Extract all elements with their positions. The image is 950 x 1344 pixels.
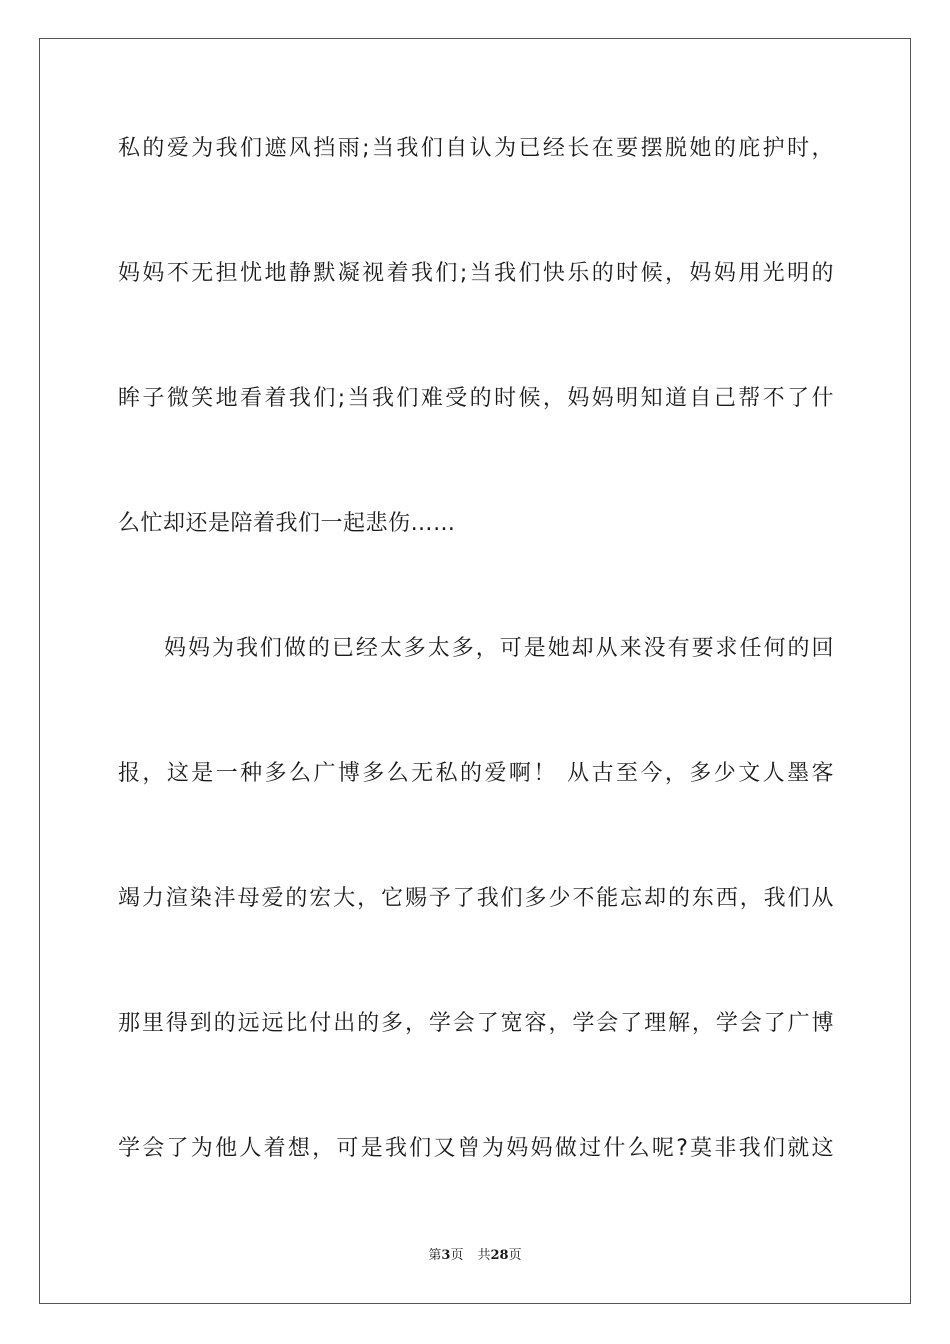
total-suffix: 页 [508, 1248, 522, 1263]
text-line: 妈妈不无担忧地静默凝视着我们;当我们快乐的时候，妈妈用光明的 [118, 261, 834, 286]
text-line: 眸子微笑地看着我们;当我们难受的时候，妈妈明知道自己帮不了什 [118, 386, 834, 411]
paragraph-first-line: 妈妈为我们做的已经太多太多，可是她却从来没有要求任何的回 [164, 636, 834, 661]
text-line: 学会了为他人着想，可是我们又曾为妈妈做过什么呢?莫非我们就这 [118, 1136, 834, 1161]
page-number: 3 [441, 1248, 451, 1263]
page-border [39, 38, 911, 1304]
total-pages: 28 [490, 1248, 509, 1263]
text-line: 那里得到的远远比付出的多，学会了宽容，学会了理解，学会了广博 [118, 1011, 834, 1036]
page-suffix: 页 [450, 1248, 464, 1263]
text-line: 报，这是一种多么广博多么无私的爱啊！ 从古至今，多少文人墨客 [118, 761, 834, 786]
page-footer [0, 1246, 950, 1266]
page-prefix: 第 [428, 1248, 442, 1263]
text-line: 私的爱为我们遮风挡雨;当我们自认为已经长在要摆脱她的庇护时， [118, 136, 834, 161]
total-prefix: 共 [477, 1248, 491, 1263]
text-line: 竭力渲染沣母爱的宏大，它赐予了我们多少不能忘却的东西，我们从 [118, 886, 834, 911]
text-line: 么忙却还是陪着我们一起悲伤…… [118, 511, 456, 536]
